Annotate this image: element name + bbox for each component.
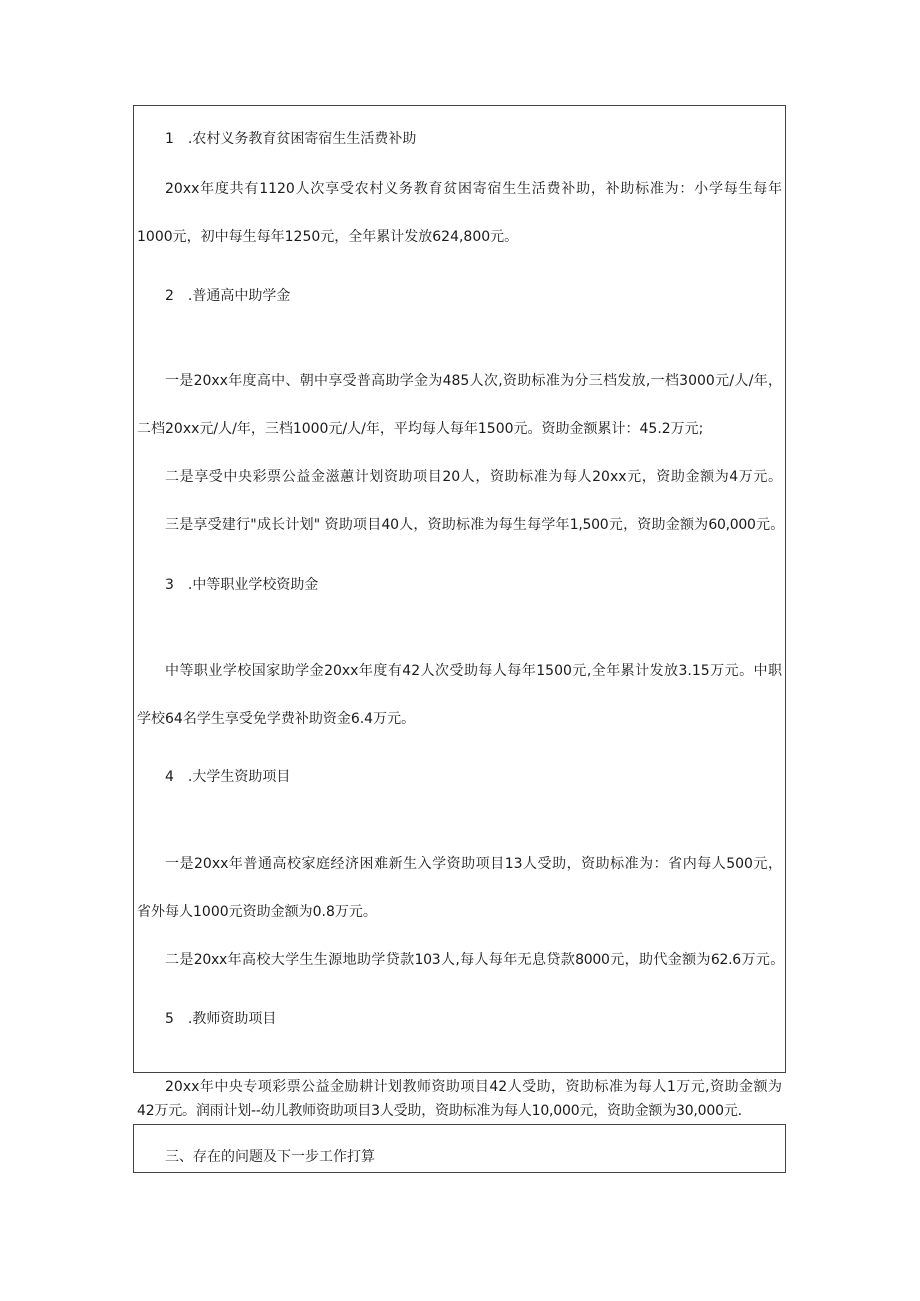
section-2-paragraph-1-line-2: 二档20xx元/人/年，三档1000元/人/年，平均每人每年1500元。资助金额累计：45.2万元; (137, 421, 704, 437)
section-heading-1: 1 .农村义务教育贫困寄宿生生活费补助 (165, 131, 417, 147)
section-4-paragraph-2: 二是20xx年高校大学生生源地助学贷款103人,每人每年无息贷款8000元，助代金额为62.6万元。 (165, 952, 784, 968)
section-heading-2: 2 .普通高中助学金 (165, 288, 291, 304)
section-heading-5: 5 .教师资助项目 (165, 1011, 277, 1027)
section-3-paragraph-line-2: 学校64名学生享受免学费补助资金6.4万元。 (137, 711, 416, 727)
section-2-paragraph-3: 三是享受建行"成长计划" 资助项目40人，资助标准为每生每学年1,500元，资助金额为60,000元。 (165, 517, 784, 533)
section-1-paragraph-line-1: 20xx年度共有1120人次享受农村义务教育贫困寄宿生生活费补助，补助标准为：小学每生每年 (165, 181, 782, 197)
section-heading-6: 三、存在的问题及下一步工作打算 (165, 1149, 375, 1165)
section-4-paragraph-1-line-2: 省外每人1000元资助金额为0.8万元。 (137, 904, 377, 920)
section-heading-4: 4 .大学生资助项目 (165, 769, 291, 785)
section-heading-3: 3 .中等职业学校资助金 (165, 577, 319, 593)
section-5-paragraph-line-1: 20xx年中央专项彩票公益金励耕计划教师资助项目42人受助，资助标准为每人1万元,资助金额为 (165, 1079, 782, 1095)
section-1-paragraph-line-2: 1000元，初中每生每年1250元，全年累计发放624,800元。 (137, 229, 519, 245)
section-4-paragraph-1-line-1: 一是20xx年普通高校家庭经济困难新生入学资助项目13人受助，资助标准为：省内每人500元， (165, 856, 782, 872)
section-2-paragraph-1-line-1: 一是20xx年度高中、朝中享受普高助学金为485人次,资助标准为分三档发放,一档3000元/人/年， (165, 373, 782, 389)
section-2-paragraph-2: 二是享受中央彩票公益金滋蕙计划资助项目20人，资助标准为每人20xx元，资助金额为4万元。 (165, 469, 782, 485)
section-3-paragraph-line-1: 中等职业学校国家助学金20xx年度有42人次受助每人每年1500元,全年累计发放3.15万元。中职 (165, 663, 782, 679)
section-5-paragraph-line-2: 42万元。润雨计划--幼儿教师资助项目3人受助，资助标准为每人10,000元，资助金额为30,000元. (137, 1103, 742, 1119)
